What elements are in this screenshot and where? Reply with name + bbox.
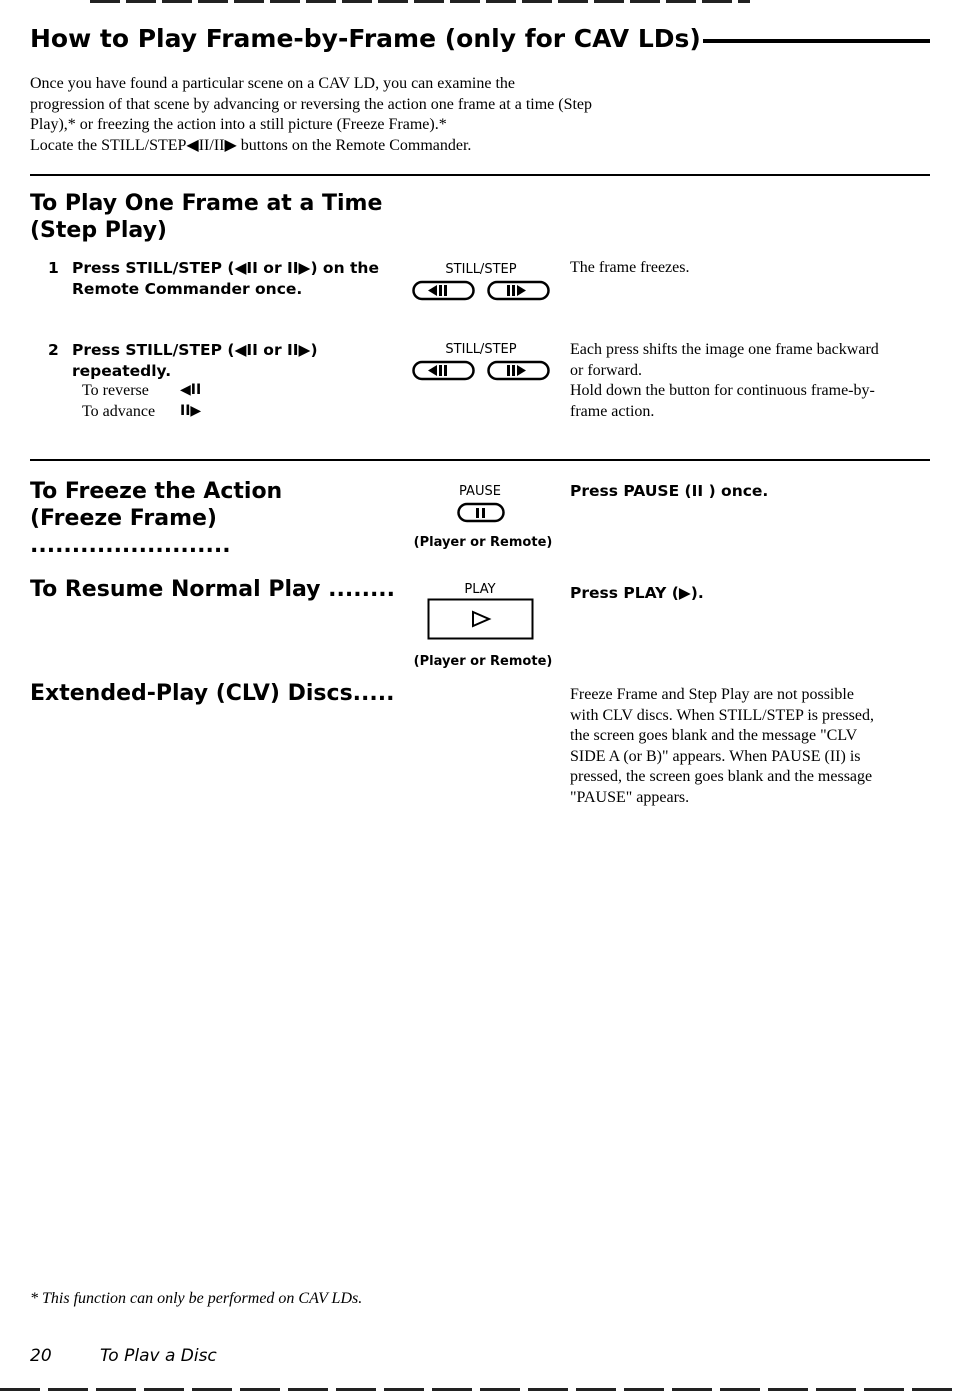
clv-description [570, 685, 930, 808]
step-1 [48, 258, 388, 302]
description-line: Hold down the button for continuous frame-by- [570, 382, 875, 399]
title-rule [703, 39, 930, 43]
still-step-buttons [412, 360, 552, 387]
pause-label: PAUSE [459, 484, 501, 499]
still-step-buttons [412, 280, 552, 307]
advance-symbol: II▶ [180, 403, 202, 419]
intro-line: Once you have found a particular scene on a CAV LD, you can examine the [30, 75, 516, 92]
top-decorative-rule [90, 0, 750, 3]
intro-line: progression of that scene by advancing or reversing the action one frame at a time (Step [30, 95, 593, 113]
resume-instruction: Press PLAY (▶). [570, 584, 704, 602]
resume-heading: To Resume Normal Play ........ [30, 577, 396, 602]
play-caption: (Player or Remote) [413, 654, 553, 669]
section-divider [30, 174, 930, 176]
step-number: 2 [48, 341, 59, 359]
advance-label: To advance [82, 403, 156, 420]
intro-paragraph [30, 74, 690, 156]
page-title: How to Play Frame-by-Frame (only for CAV LDs) [30, 24, 930, 53]
description-line: The frame freezes. [570, 259, 690, 276]
description-line: the screen goes blank and the message "CLV [570, 727, 858, 744]
description-line: or forward. [570, 361, 642, 379]
still-step-buttons-icon [412, 360, 552, 382]
description-line: "PAUSE" appears. [570, 788, 690, 806]
step-number: 1 [48, 259, 59, 277]
description-line: Each press shifts the image one frame backward [570, 341, 879, 358]
reverse-label: To reverse [82, 382, 149, 399]
play-button [427, 598, 537, 647]
pause-button [457, 502, 507, 529]
play-icon [427, 598, 537, 642]
footnote: * This function can only be performed on CAV LDs. [30, 1290, 363, 1307]
step-text: Press STILL/STEP (◀II or II▶) on the Remote Commander once. [72, 259, 379, 298]
pause-icon [457, 502, 507, 524]
description-line: with CLV discs. When STILL/STEP is pressed, [570, 706, 874, 724]
page-number: 20 [30, 1346, 52, 1366]
reverse-row [82, 382, 222, 400]
still-step-label: STILL/STEP [445, 342, 517, 357]
description-line: frame action. [570, 402, 655, 420]
reverse-symbol: ◀II [180, 382, 202, 398]
play-label: PLAY [464, 582, 496, 597]
description-line: SIDE A (or B)" appears. When PAUSE (II) is [570, 747, 861, 765]
footer-section-title: To Plav a Disc [100, 1346, 217, 1366]
clv-heading: Extended-Play (CLV) Discs..... [30, 681, 395, 706]
freeze-instruction: Press PAUSE (II ) once. [570, 482, 769, 500]
advance-row [82, 403, 222, 421]
description-line: Freeze Frame and Step Play are not possible [570, 686, 854, 703]
still-step-label: STILL/STEP [445, 262, 517, 277]
intro-line: Locate the STILL/STEP◀II/II▶ buttons on the Remote Commander. [30, 136, 472, 154]
step-1-description [570, 258, 930, 279]
bottom-decorative-rule [0, 1388, 954, 1391]
step-2-description [570, 340, 930, 422]
intro-line: Play),* or freezing the action into a still picture (Freeze Frame).* [30, 116, 447, 133]
freeze-heading: To Freeze the Action (Freeze Frame) ........................ [30, 479, 283, 558]
step-text: Press STILL/STEP (◀II or II▶) repeatedly. [72, 341, 318, 380]
step-play-heading: To Play One Frame at a Time (Step Play) [30, 191, 383, 243]
pause-caption: (Player or Remote) [413, 535, 553, 550]
description-line: pressed, the screen goes blank and the message [570, 768, 873, 785]
still-step-buttons-icon [412, 280, 552, 302]
section-divider [30, 459, 930, 461]
